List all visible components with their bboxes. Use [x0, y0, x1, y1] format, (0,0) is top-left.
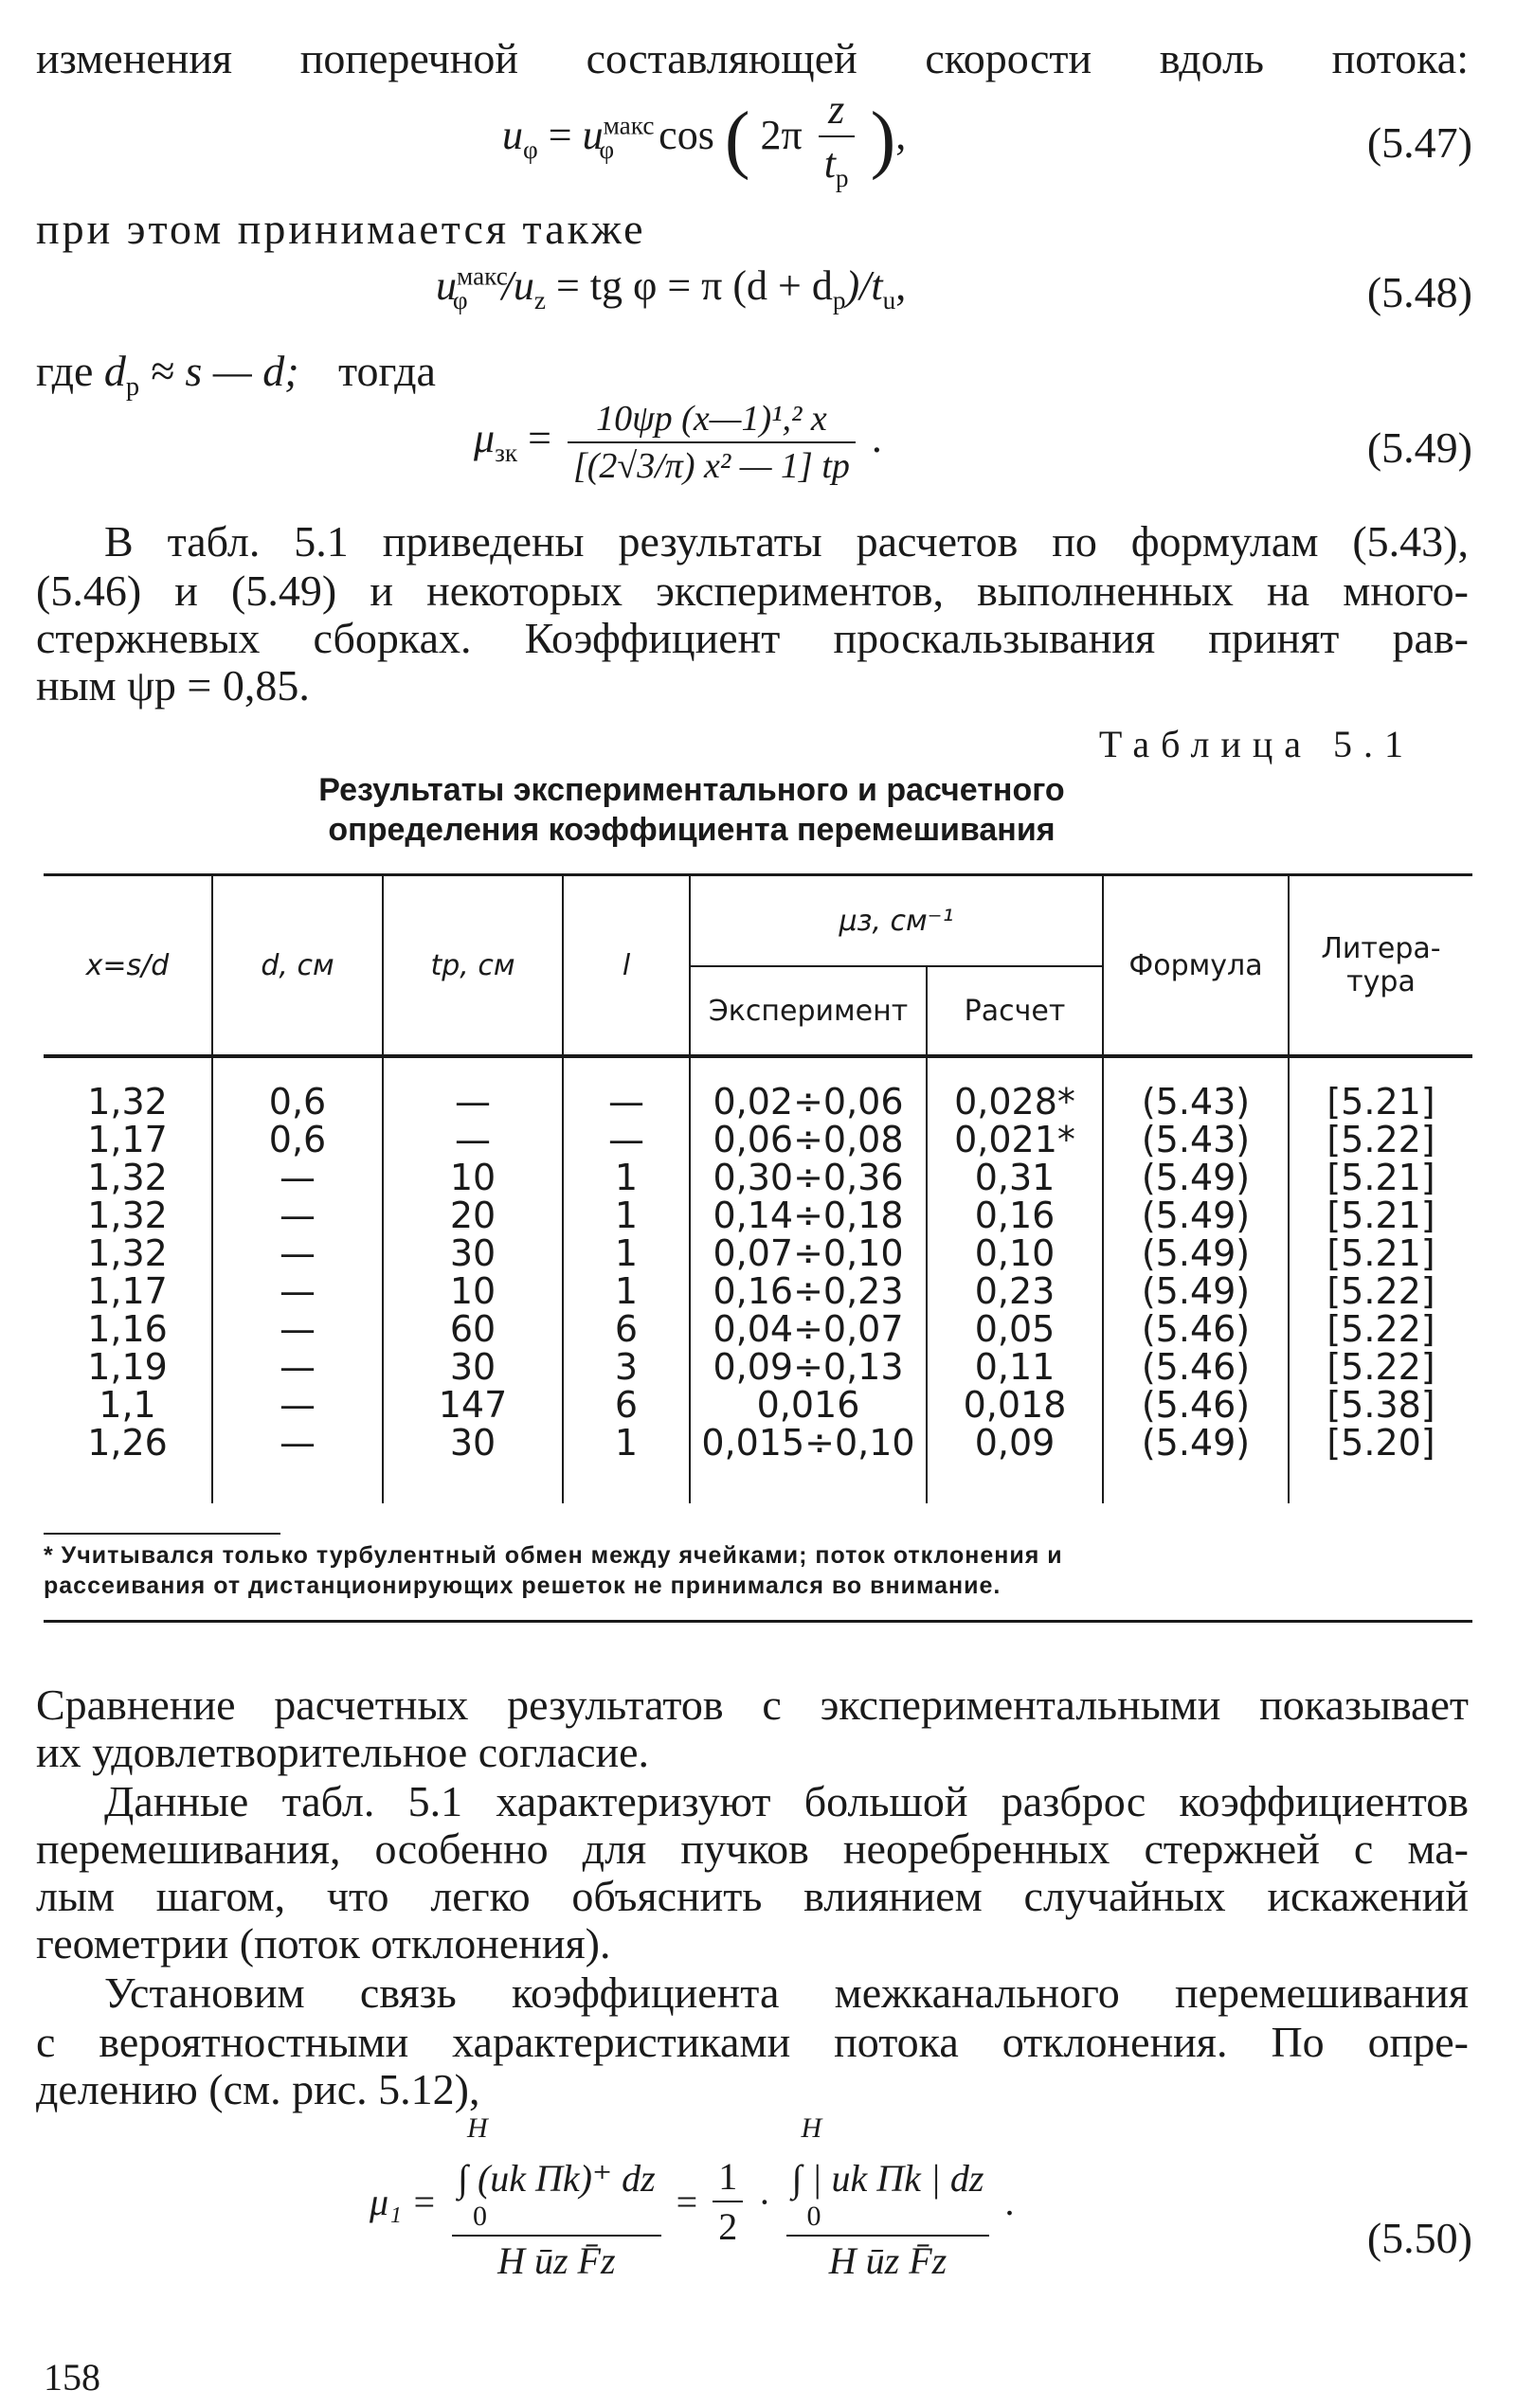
cell-d: — [212, 1159, 383, 1196]
header-calculation: Расчет [927, 966, 1103, 1056]
cell-l: 1 [563, 1196, 690, 1234]
cell-calculation: 0,09 [927, 1424, 1103, 1503]
cell-experiment: 0,09÷0,13 [690, 1348, 927, 1386]
header-experiment: Эксперимент [690, 966, 927, 1056]
cell-d: — [212, 1234, 383, 1272]
equation-number-5-48: (5.48) [1366, 268, 1472, 316]
equation-5-49 [474, 398, 882, 487]
cell-l: 1 [563, 1159, 690, 1196]
equation-5-48 [436, 261, 906, 315]
cell-tp: 10 [383, 1159, 563, 1196]
cell-calculation: 0,10 [927, 1234, 1103, 1272]
eq549-lhs-sub: зк [495, 438, 518, 467]
cell-l: 6 [563, 1310, 690, 1348]
cell-calculation: 0,11 [927, 1348, 1103, 1386]
where-then: тогда [338, 347, 436, 395]
cell-l: — [563, 1056, 690, 1121]
line-also: при этом принимается также [36, 205, 646, 253]
table-row [44, 1310, 1472, 1348]
eq550-int-lower-1: 0 [472, 2201, 487, 2232]
header-tp: tр, см [383, 875, 563, 1057]
paragraph-1-line: стержневых сборках. Коэффициент проскальзывания принят рав- [36, 614, 1469, 662]
eq547-two-pi: 2π [760, 112, 803, 158]
eq547-u: u [582, 112, 604, 158]
eq548-u: u [436, 262, 457, 309]
table-row [44, 1121, 1472, 1159]
cell-x: 1,32 [87, 1232, 168, 1274]
cell-literature: [5.20] [1289, 1424, 1472, 1503]
eq547-lhs: u [502, 112, 523, 158]
cell-x: 1,26 [87, 1422, 168, 1464]
cell-d: 0,6 [212, 1056, 383, 1121]
cell-experiment: 0,07÷0,10 [690, 1234, 927, 1272]
eq548-rest: /u [501, 262, 534, 309]
cell-literature: [5.21] [1289, 1056, 1472, 1121]
eq550-numerator-2: ∫ | uk Πk | dz [791, 2157, 984, 2200]
eq550-dot: · [758, 2180, 771, 2223]
eq547-frac-den-sub: р [835, 163, 849, 192]
eq550-half [713, 2154, 743, 2249]
paragraph-4-line: делению (см. рис. 5.12), [36, 2065, 480, 2113]
cell-experiment: 0,06÷0,08 [690, 1121, 927, 1159]
eq550-int-upper-1: H [466, 2112, 488, 2144]
table-title-line: Результаты экспериментального и расчетного [318, 772, 1065, 808]
paragraph-4-line: с вероятностными характеристиками потока отклонения. По опре- [36, 2018, 1469, 2066]
eq550-equals: = [676, 2180, 698, 2223]
cell-literature: [5.21] [1289, 1159, 1472, 1196]
cell-formula: (5.43) [1103, 1121, 1289, 1159]
cell-formula: (5.49) [1103, 1424, 1289, 1503]
table-body [44, 1056, 1472, 1503]
cell-tp: 30 [383, 1348, 563, 1386]
eq547-lhs-sub: φ [523, 135, 538, 164]
cell-tp: 60 [383, 1310, 563, 1348]
cell-l: 6 [563, 1386, 690, 1424]
eq548-u-sub: φ [452, 285, 468, 314]
cell-tp: — [383, 1121, 563, 1159]
header-d: d, см [212, 875, 383, 1057]
eq548-tail: )/t [845, 262, 883, 309]
cell-experiment: 0,015÷0,10 [690, 1424, 927, 1503]
eq547-fraction [819, 85, 855, 193]
cell-experiment: 0,16÷0,23 [690, 1272, 927, 1310]
cell-calculation: 0,021* [927, 1121, 1103, 1159]
table-row [44, 1272, 1472, 1310]
table-end-rule [44, 1620, 1472, 1623]
cell-d: — [212, 1386, 383, 1424]
cell-x: 1,32 [87, 1157, 168, 1198]
cell-calculation: 0,018 [927, 1386, 1103, 1424]
equation-5-50 [370, 2112, 1015, 2283]
eq549-fraction [568, 398, 856, 487]
eq549-numerator: 10ψр (x—1)¹,² x [568, 398, 856, 443]
cell-d: — [212, 1272, 383, 1310]
cell-formula: (5.49) [1103, 1234, 1289, 1272]
table-row [44, 1196, 1472, 1234]
cell-x: 1,1 [99, 1384, 156, 1426]
table-caption: Таблица 5.1 [1098, 723, 1415, 765]
equation-number-5-49: (5.49) [1366, 423, 1472, 472]
footnote-line: рассеивания от дистанционирующих решеток не принимался во внимание. [44, 1572, 1002, 1599]
cell-l: — [563, 1121, 690, 1159]
cell-formula: (5.46) [1103, 1348, 1289, 1386]
cell-x: 1,32 [87, 1195, 168, 1236]
cell-tp: 30 [383, 1234, 563, 1272]
eq550-fraction-1 [452, 2112, 661, 2283]
cell-literature: [5.38] [1289, 1386, 1472, 1424]
equation-number-5-47: (5.47) [1366, 118, 1472, 167]
eq550-end-dot: . [1004, 2180, 1015, 2223]
cell-formula: (5.49) [1103, 1196, 1289, 1234]
cell-formula: (5.49) [1103, 1272, 1289, 1310]
table-row [44, 1424, 1472, 1503]
paragraph-1-line: ным ψр = 0,85. [36, 661, 310, 710]
eq548-tail-sub: u [882, 285, 896, 314]
table-row [44, 1348, 1472, 1386]
eq549-dot: . [871, 415, 882, 462]
paragraph-3-line: Данные табл. 5.1 характеризуют большой разброс коэффициентов [104, 1777, 1469, 1825]
cell-l: 1 [563, 1272, 690, 1310]
header-formula: Формула [1103, 875, 1289, 1057]
cell-tp: 30 [383, 1424, 563, 1503]
cell-formula: (5.49) [1103, 1159, 1289, 1196]
paragraph-2-line: их удовлетворительное согласие. [36, 1728, 650, 1776]
eq550-lhs: μ₁ = [370, 2180, 437, 2223]
page-number: 158 [44, 2356, 100, 2399]
cell-experiment: 0,30÷0,36 [690, 1159, 927, 1196]
paragraph-2-line: Сравнение расчетных результатов с экспериментальными показывает [36, 1680, 1469, 1729]
paragraph-top-line: изменения поперечной составляющей скорости вдоль потока: [36, 34, 1469, 82]
eq548-comma: , [895, 262, 907, 309]
results-table [44, 873, 1472, 1503]
cell-literature: [5.21] [1289, 1196, 1472, 1234]
cell-literature: [5.22] [1289, 1121, 1472, 1159]
equation-5-47: $u_\varphi = u^{макс}_\varphi$ cos ( 2π $\frac{z}{t_р}$ ), [502, 86, 907, 192]
cell-tp: — [383, 1056, 563, 1121]
eq550-denominator-2: H ūz F̄z [828, 2239, 948, 2282]
cell-tp: 10 [383, 1272, 563, 1310]
table-row [44, 1159, 1472, 1196]
cell-calculation: 0,31 [927, 1159, 1103, 1196]
cell-l: 3 [563, 1348, 690, 1386]
paragraph-3-line: перемешивания, особенно для пучков неоребренных стержней с ма- [36, 1824, 1469, 1873]
cell-l: 1 [563, 1424, 690, 1503]
cell-literature: [5.22] [1289, 1348, 1472, 1386]
eq550-fraction-2 [786, 2112, 990, 2283]
table-row [44, 1056, 1472, 1121]
eq547-equals: = [548, 112, 572, 158]
cell-experiment: 0,016 [690, 1386, 927, 1424]
cell-d: 0,6 [212, 1121, 383, 1159]
cell-l: 1 [563, 1234, 690, 1272]
paragraph-1-line: В табл. 5.1 приведены результаты расчетов по формулам (5.43), [104, 517, 1469, 566]
footnote-line: * Учитывался только турбулентный обмен между ячейками; поток отклонения и [44, 1542, 1063, 1569]
cell-tp: 20 [383, 1196, 563, 1234]
cell-tp: 147 [383, 1386, 563, 1424]
cell-formula: (5.46) [1103, 1386, 1289, 1424]
cell-d: — [212, 1424, 383, 1503]
eq550-int-lower-2: 0 [806, 2201, 821, 2232]
eq550-half-den: 2 [718, 2205, 738, 2248]
where-text: где [36, 347, 104, 395]
eq549-equals: = [528, 415, 551, 462]
eq547-u-sub: φ [599, 135, 615, 164]
header-l: l [563, 875, 690, 1057]
eq547-right-paren: ) [870, 97, 896, 181]
eq550-denominator-1: H ūz F̄z [497, 2239, 616, 2282]
cell-formula: (5.46) [1103, 1310, 1289, 1348]
eq548-u-sup: макс [457, 261, 508, 291]
equation-number-5-50: (5.50) [1366, 2214, 1472, 2262]
cell-calculation: 0,23 [927, 1272, 1103, 1310]
where-relation: ≈ s — d; [139, 347, 299, 395]
header-literature: Литера-тура [1289, 875, 1472, 1057]
cell-x: 1,17 [87, 1119, 168, 1160]
eq548-rest-sub: z [533, 285, 546, 314]
eq550-half-num: 1 [713, 2154, 743, 2202]
cell-formula: (5.43) [1103, 1056, 1289, 1121]
paragraph-1-line: (5.46) и (5.49) и некоторых экспериментов, выполненных на много- [36, 566, 1469, 615]
eq547-frac-den: t [823, 140, 836, 187]
eq549-denominator: [(2√3/π) x² — 1] tр [572, 446, 850, 486]
cell-experiment: 0,14÷0,18 [690, 1196, 927, 1234]
table-row [44, 1386, 1472, 1424]
cell-calculation: 0,05 [927, 1310, 1103, 1348]
cell-experiment: 0,04÷0,07 [690, 1310, 927, 1348]
cell-x: 1,16 [87, 1308, 168, 1350]
eq548-mid-sub: р [832, 285, 846, 314]
eq550-numerator-1: ∫ (uk Πk)⁺ dz [457, 2157, 656, 2200]
table-title-line: определения коэффициента перемешивания [328, 812, 1056, 848]
cell-literature: [5.22] [1289, 1310, 1472, 1348]
cell-experiment: 0,02÷0,06 [690, 1056, 927, 1121]
where-d: d [103, 347, 126, 395]
eq547-cos: cos [659, 112, 714, 158]
cell-x: 1,32 [87, 1081, 168, 1123]
cell-x: 1,17 [87, 1270, 168, 1312]
paragraph-3-line: геометрии (поток отклонения). [36, 1919, 611, 1968]
cell-calculation: 0,028* [927, 1056, 1103, 1121]
where-d-sub: р [125, 372, 140, 403]
paragraph-4-line: Установим связь коэффициента межканального перемешивания [104, 1968, 1469, 2017]
eq547-u-sup: макс [603, 111, 655, 140]
cell-d: — [212, 1348, 383, 1386]
table-row [44, 1234, 1472, 1272]
cell-calculation: 0,16 [927, 1196, 1103, 1234]
cell-d: — [212, 1310, 383, 1348]
eq548-mid: = tg φ = π (d + d [545, 262, 833, 309]
eq550-int-upper-2: H [801, 2112, 822, 2144]
eq549-lhs: μ [474, 415, 496, 462]
eq547-frac-num: z [819, 85, 855, 137]
cell-literature: [5.21] [1289, 1234, 1472, 1272]
table-footnote [44, 1540, 1472, 1601]
cell-literature: [5.22] [1289, 1272, 1472, 1310]
header-x: x=s/d [44, 875, 212, 1057]
cell-x: 1,19 [87, 1346, 168, 1388]
paragraph-3-line: лым шагом, что легко объяснить влиянием случайных искажений [36, 1872, 1469, 1920]
eq547-left-paren: ( [724, 97, 750, 181]
header-mu: μз, см⁻¹ [690, 875, 1103, 967]
footnote-rule [44, 1533, 280, 1535]
cell-d: — [212, 1196, 383, 1234]
